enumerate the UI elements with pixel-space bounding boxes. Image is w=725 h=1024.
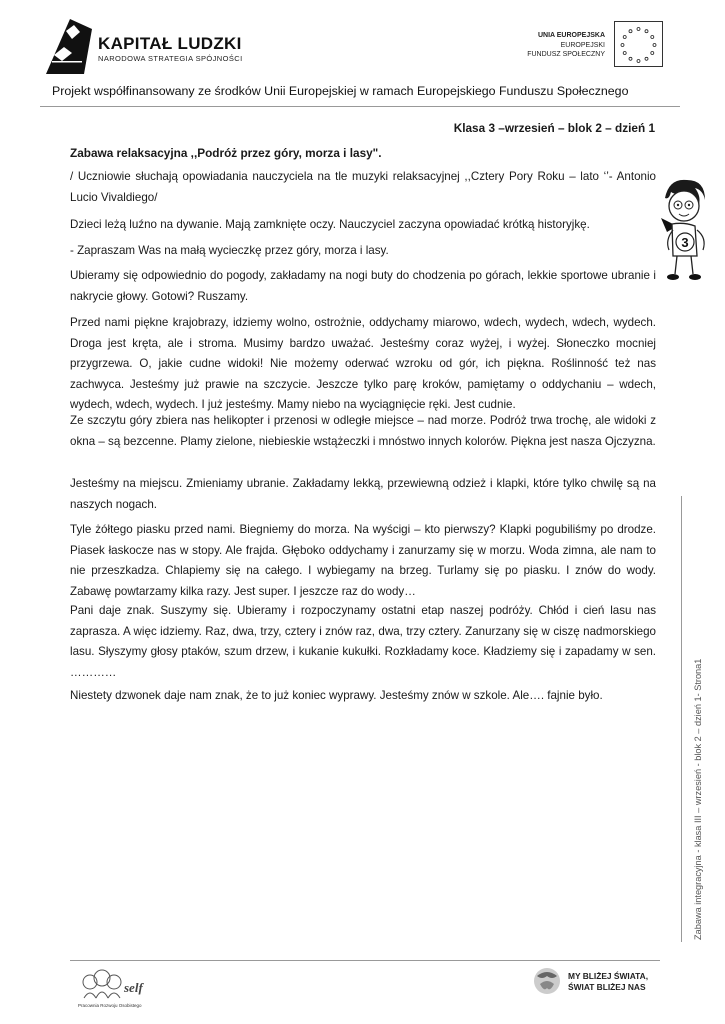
paragraph-2 — [70, 241, 656, 262]
paragraph-7 — [70, 520, 656, 602]
logo-title: KAPITAŁ LUDZKI — [98, 34, 242, 53]
paragraph-text: / Uczniowie słuchają opowiadania nauczyciela na tle muzyki relaksacyjnej ,,Cztery Pory Roku – lato ‘’- Antonio Lucio Vivaldiego/ — [70, 170, 656, 204]
self-logo-text: self — [124, 980, 143, 995]
paragraph-text: Niestety dzwonek daje nam znak, że to już koniec wyprawy. Jesteśmy znów w szkole. Ale…. fajnie było. — [70, 689, 603, 702]
paragraph-5 — [70, 411, 656, 452]
paragraph-text: Ze szczytu góry zbiera nas helikopter i przenosi w odległe miejsce – nad morze. Podróż trwa trochę, ale widoki z okna – są bezcenne. Plamy zielone, niebieskie wstążeczki i mnóstwo innych kolorów. Piękna jest nasza Ojczyzna. — [70, 414, 656, 448]
side-footer-note: Zabawa integracyjna - klasa III – wrzesień - blok 2 – dzień 1- Strona1 — [693, 658, 703, 940]
child-mascot-icon — [655, 176, 711, 284]
paragraph-1 — [70, 215, 656, 236]
paragraph-0 — [70, 167, 656, 208]
document-title: Zabawa relaksacyjna ,,Podróż przez góry, morza i lasy". — [70, 146, 382, 160]
header-divider — [40, 106, 680, 107]
eu-flag-icon — [614, 21, 663, 67]
mb-line-2: ŚWIAT BLIŻEJ NAS — [568, 982, 646, 992]
footer-divider — [70, 960, 660, 961]
mb-line-1: MY BLIŻEJ ŚWIATA, — [568, 971, 649, 981]
my-blizej-swiata-text — [568, 971, 648, 993]
mascot-badge-number: 3 — [681, 235, 689, 250]
paragraph-text: Jesteśmy na miejscu. Zmieniamy ubranie. Zakładamy lekką, przewiewną odzież i klapki, które tylko chwilę są na naszych nogach. — [70, 477, 656, 511]
paragraph-text: - Zapraszam Was na małą wycieczkę przez góry, morza i lasy. — [70, 244, 389, 257]
paragraph-text: Ubieramy się odpowiednio do pogody, zakładamy na nogi buty do chodzenia po górach, lekkie sportowe ubranie i nakrycie głowy. Gotowi? Ruszamy. — [70, 269, 656, 303]
side-divider — [681, 496, 682, 942]
project-cofinancing-line: Projekt współfinansowany ze środków Unii Europejskiej w ramach Europejskiego Funduszu Społecznego — [52, 84, 629, 98]
paragraph-4 — [70, 313, 656, 416]
paragraph-6 — [70, 474, 656, 515]
paragraph-text: Tyle żółtego piasku przed nami. Biegniemy do morza. Na wyścigi – kto pierwszy? Klapki pogubiliśmy po drodze. Piasek łaskocze nas w stopy. Ale frajda. Głęboko oddychamy i zanurzamy się w morzu. Woda zimna, ale nam to nie przeszkadza. Chlapiemy się na całego. I wybiegamy na brzeg. Turlamy się po piasku. I znów do wody. Zabawę powtarzamy kilka razy. Jest super. I jeszcze raz do wody… — [70, 523, 656, 598]
paragraph-text: Dzieci leżą luźno na dywanie. Mają zamknięte oczy. Nauczyciel zaczyna opowiadać krótką historyjkę. — [70, 218, 590, 231]
class-date-heading: Klasa 3 –wrzesień – blok 2 – dzień 1 — [453, 121, 655, 135]
eu-line-2: EUROPEJSKI — [560, 41, 605, 49]
paragraph-text: Pani daje znak. Suszymy się. Ubieramy i rozpoczynamy ostatni etap naszej podróży. Chłód i cień lasu nas zaprasza. A więc idziemy. Raz, dwa, trzy, cztery i znów raz, dwa, trzy cztery. Zanurzany się w ciszę nadmorskiego lasu. Słyszymy głosy ptaków, szum drzew, i kukanie kukułki. Rozkładamy koce. Kładziemy się i zapadamy w sen. ………… — [70, 604, 656, 679]
eu-line-3: FUNDUSZ SPOŁECZNY — [527, 51, 605, 58]
paragraph-3 — [70, 266, 656, 307]
logo-subtitle: NARODOWA STRATEGIA SPÓJNOŚCI — [98, 54, 243, 63]
paragraph-9 — [70, 686, 656, 707]
my-blizej-swiata-logo-icon — [532, 966, 562, 996]
self-logo-caption: Pracownia Rozwoju Osobistego — [78, 1003, 142, 1008]
eu-text-block — [465, 31, 605, 60]
paragraph-text: Przed nami piękne krajobrazy, idziemy wolno, ostrożnie, oddychamy miarowo, wdech, wydech, wdech, wydech. Droga jest kręta, ale i stroma. Musimy bardzo uważać. Jesteśmy coraz wyżej, i wyżej. Słoneczko mocniej przygrzewa. O, jakie cudne widoki! Nie możemy oderwać wzroku od gór, ich piękna. Roślinność też nas zachwyca. Jesteśmy już prawie na szczycie. Jeszcze tylko parę kroków, pamiętamy o oddychaniu – wdech, wydech, wdech, wydech. I już jesteśmy. Mamy niebo na wyciągnięcie ręki. Jest cudnie. — [70, 316, 656, 412]
paragraph-8 — [70, 601, 656, 683]
eu-line-1: UNIA EUROPEJSKA — [537, 32, 605, 39]
